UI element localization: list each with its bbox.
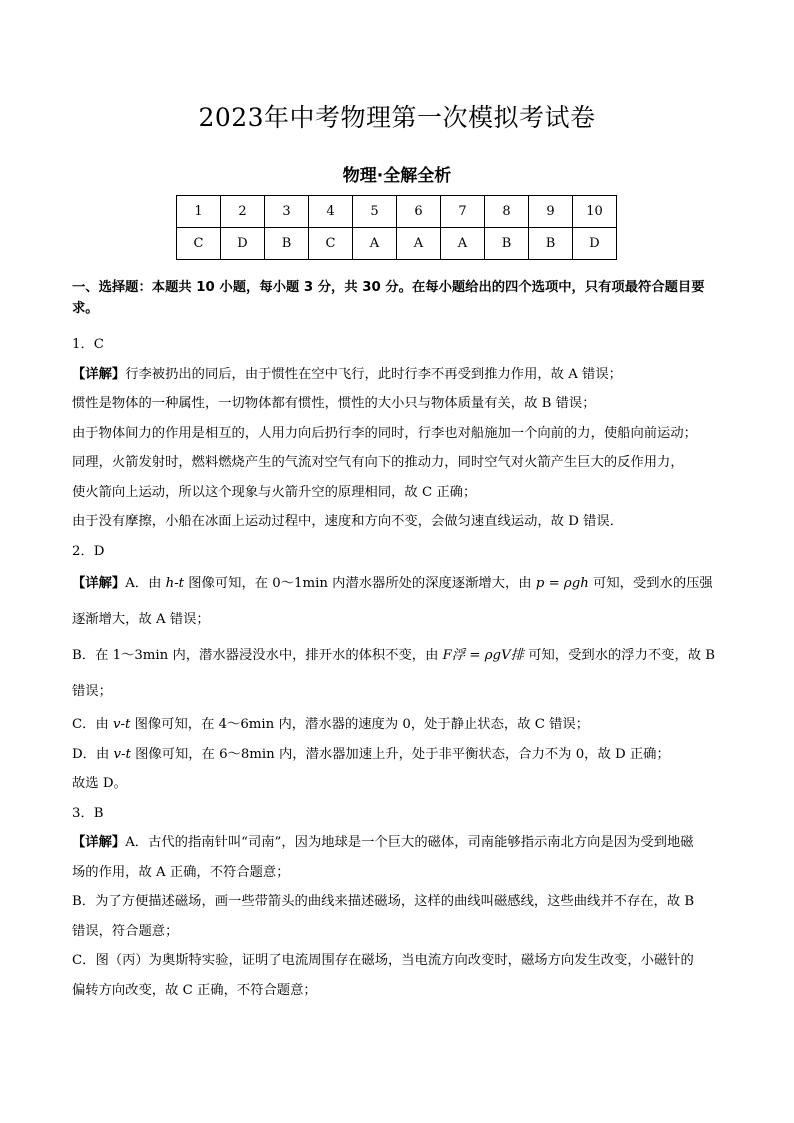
answer-cell: D [573, 228, 617, 260]
explanation-text: 可知，受到水的浮力不变，故 B [523, 648, 716, 663]
question-number-cell: 10 [573, 196, 617, 228]
question-number-cell: 5 [353, 196, 397, 228]
explanation-text: C．由 [72, 717, 113, 732]
answer-cell: D [221, 228, 265, 260]
answer-cell: A [441, 228, 485, 260]
question-1-line [72, 360, 726, 390]
question-3-line: 错误，符合题意； [72, 923, 179, 939]
explanation-text: D．由 [72, 746, 114, 762]
question-1-line: 由于物体间力的作用是相互的，人用力向后扔行李的同时，行李也对船施加一个向前的力，使船向前运动； [72, 425, 697, 441]
answer-cell: C [177, 228, 221, 260]
section-header: 一、选择题：本题共 10 小题，每小题 3 分，共 30 分。在每小题给出的四个选项中，只有项最符合题目要求。 [72, 280, 705, 316]
explanation-text: 图像可知，在 0～1min 内潜水器所处的深度逐渐增大，由 [184, 576, 536, 591]
detail-tag: 【详解】 [72, 366, 126, 382]
question-number-cell: 8 [485, 196, 529, 228]
variable: v-t [113, 717, 131, 732]
question-3-line: 场的作用，故 A 正确，不符合题意； [72, 864, 290, 880]
question-2-line [72, 740, 726, 770]
question-2-conclusion: 故选 D。 [72, 776, 127, 791]
variable: v-t [113, 746, 131, 762]
question-number-cell: 4 [309, 196, 353, 228]
answer-cell: B [529, 228, 573, 260]
explanation-text: B．在 1～3min 内，潜水器浸没水中，排开水的体积不变，由 [72, 648, 443, 663]
pressure-formula: p = ρgh [535, 576, 589, 591]
explanation-text: 图像可知，在 6～8min 内，潜水器加速上升，处于非平衡状态，合力不为 0，故 D 正确； [130, 746, 670, 762]
question-2-answer: 2．D [72, 543, 105, 559]
detail-tag: 【详解】 [72, 835, 126, 850]
question-3-line: C．图（丙）为奥斯特实验，证明了电流周围存在磁场，当电流方向改变时，磁场方向发生改变，小磁针的 [72, 953, 694, 968]
question-2-line [72, 710, 726, 740]
answer-cell: B [485, 228, 529, 260]
answer-table [176, 195, 617, 260]
explanation-text: A．古代的指南针叫“司南”，因为地球是一个巨大的磁体，司南能够指示南北方向是因为受到地磁 [125, 835, 694, 850]
buoyancy-formula: F浮 = ρgV排 [442, 648, 524, 663]
variable: h-t [165, 576, 185, 591]
question-number-cell: 6 [397, 196, 441, 228]
answer-cell: B [265, 228, 309, 260]
answer-cell: C [309, 228, 353, 260]
solutions-body [72, 277, 726, 1005]
question-number-cell: 7 [441, 196, 485, 228]
question-number-cell: 3 [265, 196, 309, 228]
question-2-line [72, 638, 726, 674]
question-3-line: B．为了方便描述磁场，画一些带箭头的曲线来描述磁场，这样的曲线叫磁感线，这些曲线并不存在，故 B [72, 894, 695, 909]
question-1-line: 由于没有摩擦，小船在冰面上运动过程中，速度和方向不变，会做匀速直线运动，故 D 错误． [72, 514, 623, 529]
answer-cell: A [353, 228, 397, 260]
detail-tag: 【详解】 [72, 576, 126, 591]
explanation-text: A．由 [125, 576, 166, 591]
answer-cell: A [397, 228, 441, 260]
question-1-line: 使火箭向上运动，所以这个现象与火箭升空的原理相同，故 C 正确； [72, 484, 477, 500]
question-number-cell: 1 [177, 196, 221, 228]
explanation-text: 可知，受到水的压强 [588, 576, 713, 591]
question-1-line: 惯性是物体的一种属性，一切物体都有惯性，惯性的大小只与物体质量有关，故 B 错误； [72, 396, 596, 411]
answer-table-answer-row [177, 228, 617, 260]
question-2-line: 逐渐增大，故 A 错误； [72, 612, 210, 627]
question-3-line: 偏转方向改变，故 C 正确，不符合题意； [72, 982, 317, 998]
page-subtitle: 物理·全解全析 [342, 166, 452, 186]
question-3-answer: 3．B [72, 805, 104, 821]
question-1-line: 同理，火箭发射时，燃料燃烧产生的气流对空气有向下的推动力，同时空气对火箭产生巨大的反作用力， [72, 455, 684, 470]
question-3-line [72, 828, 726, 858]
answer-table-number-row [177, 196, 617, 228]
explanation-text: 图像可知，在 4～6min 内，潜水器的速度为 0，处于静止状态，故 C 错误； [130, 717, 590, 732]
question-2-line: 错误； [72, 684, 112, 699]
question-number-cell: 9 [529, 196, 573, 228]
question-number-cell: 2 [221, 196, 265, 228]
question-1-answer: 1．C [72, 337, 104, 352]
explanation-text: 行李被扔出的同后，由于惯性在空中飞行，此时行李不再受到推力作用，故 A 错误； [125, 366, 622, 382]
question-2-line [72, 566, 726, 602]
page-title: 2023年中考物理第一次模拟考试卷 [198, 103, 596, 132]
